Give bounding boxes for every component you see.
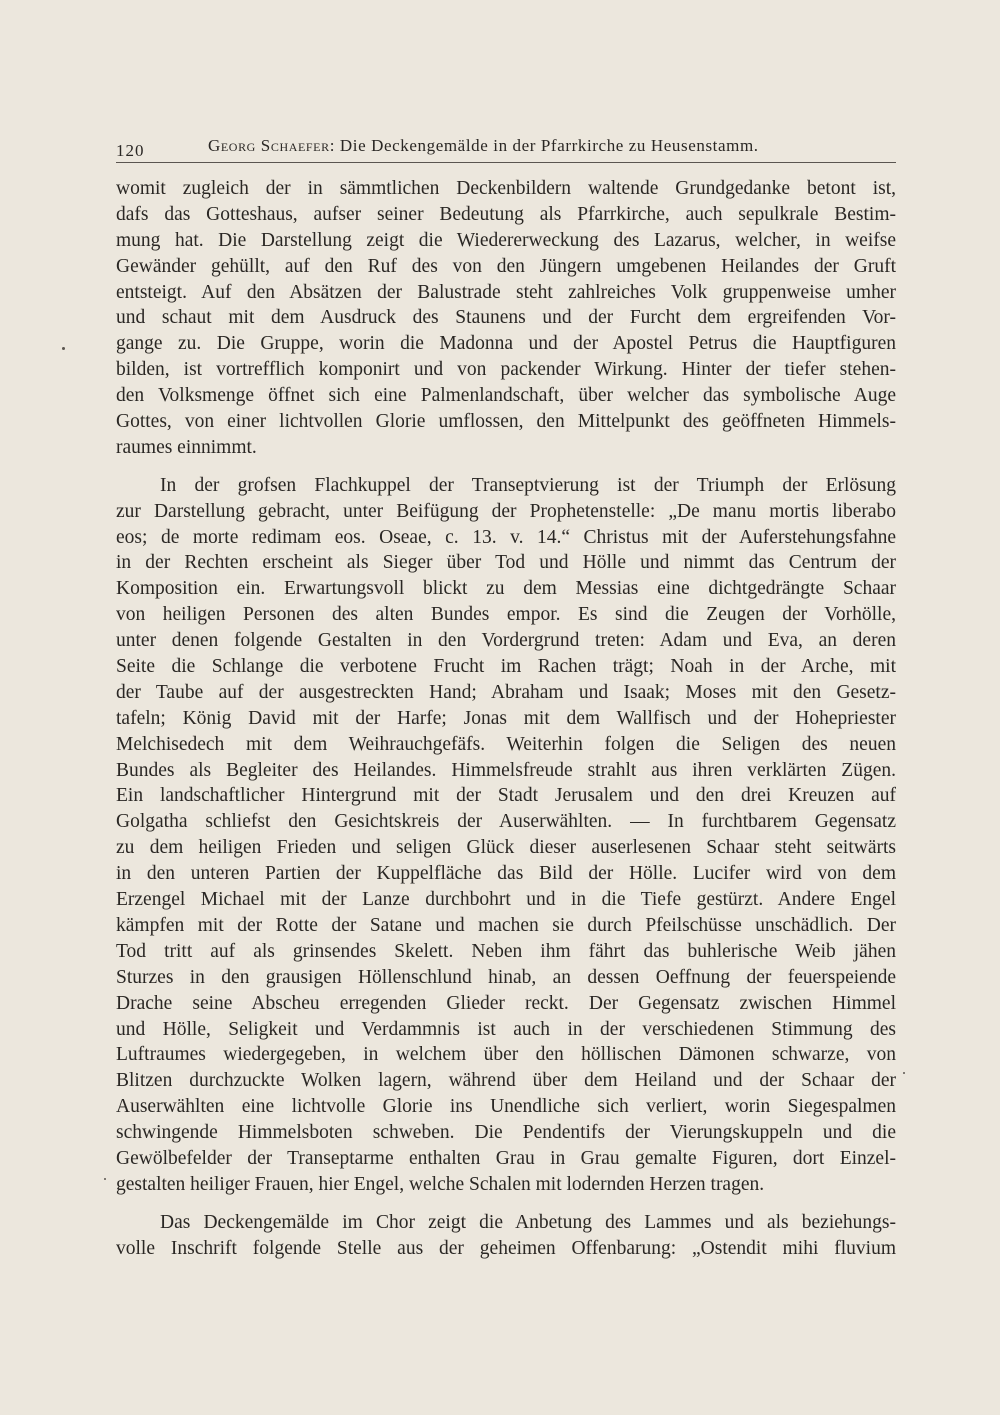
text-line: zur Darstellung gebracht, unter Beifügung der Prophetenstelle: „De manu mortis liberabo bbox=[116, 500, 896, 522]
paragraph bbox=[116, 176, 896, 461]
text-line: Blitzen durchzuckte Wolken lagern, während über dem Heiland und der Schaar der bbox=[116, 1070, 896, 1092]
text-line: Komposition ein. Erwartungsvoll blickt zu dem Messias eine dichtgedrängte Schaar bbox=[116, 578, 896, 600]
text-line: kämpfen mit der Rotte der Satane und machen sie durch Pfeilschüsse unschädlich. Der bbox=[116, 914, 896, 936]
text-line: von heiligen Personen des alten Bundes empor. Es sind die Zeugen der Vorhölle, bbox=[116, 604, 896, 626]
text-line: Gottes, von einer lichtvollen Glorie umflossen, den Mittelpunkt des geöffneten Himmels- bbox=[116, 411, 896, 433]
text-line: gange zu. Die Gruppe, worin die Madonna und der Apostel Petrus die Hauptfiguren bbox=[116, 333, 896, 355]
text-line: mung hat. Die Darstellung zeigt die Wiedererweckung des Lazarus, welcher, in weifse bbox=[116, 229, 896, 251]
text-line: tafeln; König David mit der Harfe; Jonas mit dem Wallfisch und der Hohepriester bbox=[116, 707, 896, 729]
text-line: schwingende Himmelsboten schweben. Die Pendentifs der Vierungskuppeln und die bbox=[116, 1122, 896, 1144]
text-line: Drache seine Abscheu erregenden Glieder reckt. Der Gegensatz zwischen Himmel bbox=[116, 992, 896, 1014]
text-line: volle Inschrift folgende Stelle aus der geheimen Offenbarung: „Ostendit mihi fluvium bbox=[116, 1237, 896, 1259]
text-line: und Hölle, Seligkeit und Verdammnis ist auch in der verschiedenen Stimmung des bbox=[116, 1018, 896, 1040]
header-title bbox=[208, 136, 759, 156]
text-line: dafs das Gotteshaus, aufser seiner Bedeutung als Pfarrkirche, auch sepulkrale Bestim- bbox=[116, 203, 896, 225]
text-line: unter denen folgende Gestalten in den Vordergrund treten: Adam und Eva, an deren bbox=[116, 630, 896, 652]
text-line: womit zugleich der in sämmtlichen Deckenbildern waltende Grundgedanke betont ist, bbox=[116, 178, 896, 199]
text-line: den Volksmenge öffnet sich eine Palmenlandschaft, über welcher das symbolische Auge bbox=[116, 385, 896, 407]
header-author: Georg Schaefer bbox=[208, 136, 330, 155]
text-line: Gewänder gehüllt, auf den Ruf des von den Jüngern umgebenen Heilandes der Gruft bbox=[116, 255, 896, 277]
text-line: Ein landschaftlicher Hintergrund mit der Stadt Jerusalem und den drei Kreuzen auf bbox=[116, 785, 896, 807]
paragraph bbox=[116, 1210, 896, 1262]
text-line: Das Deckengemälde im Chor zeigt die Anbetung des Lammes und als beziehungs- bbox=[160, 1211, 896, 1233]
text-line: und schaut mit dem Ausdruck des Staunens und der Furcht dem ergreifenden Vor- bbox=[116, 307, 896, 329]
text-line: In der grofsen Flachkuppel der Transeptvierung ist der Triumph der Erlösung bbox=[160, 474, 896, 496]
text-line: bilden, ist vortrefflich komponirt und von packender Wirkung. Hinter der tiefer stehen- bbox=[116, 359, 896, 381]
text-line: Auserwählten eine lichtvolle Glorie ins Unendliche sich verliert, worin Siegespalmen bbox=[116, 1096, 896, 1118]
body-text bbox=[116, 176, 896, 1262]
page-number: 120 bbox=[116, 141, 145, 160]
text-line: Erzengel Michael mit der Lanze durchbohrt und in die Tiefe gestürzt. Andere Engel bbox=[116, 889, 896, 911]
text-line: Melchisedech mit dem Weihrauchgefäfs. Weiterhin folgen die Seligen des neuen bbox=[116, 733, 896, 755]
text-line: eos; de morte redimam eos. Oseae, c. 13. v. 14.“ Christus mit der Auferstehungsfahne bbox=[116, 526, 896, 548]
text-line: Sturzes in den grausigen Höllenschlund hinab, an dessen Oeffnung der feuerspeiende bbox=[116, 966, 896, 988]
text-line: der Taube auf der ausgestreckten Hand; Abraham und Isaak; Moses mit den Gesetz- bbox=[116, 681, 896, 703]
print-speck bbox=[62, 347, 65, 350]
print-speck bbox=[104, 1178, 106, 1180]
text-line: entsteigt. Auf den Absätzen der Balustrade steht zahlreiches Volk gruppenweise umher bbox=[116, 281, 896, 303]
text-line: in den unteren Partien der Kuppelfläche das Bild der Hölle. Lucifer wird von dem bbox=[116, 863, 896, 885]
print-speck bbox=[903, 1072, 905, 1074]
text-line: Gewölbefelder der Transeptarme enthalten Grau in Grau gemalte Figuren, dort Einzel- bbox=[116, 1147, 896, 1169]
paragraph bbox=[116, 473, 896, 1198]
text-line: Bundes als Begleiter des Heilandes. Himmelsfreude strahlt aus ihren verklärten Zügen. bbox=[116, 759, 896, 781]
text-line: Seite die Schlange die verbotene Frucht im Rachen trägt; Noah in der Arche, mit bbox=[116, 656, 896, 678]
text-line: raumes einnimmt. bbox=[116, 436, 257, 458]
running-header bbox=[116, 132, 896, 163]
text-line: Tod tritt auf als grinsendes Skelett. Neben ihm fährt das buhlerische Weib jähen bbox=[116, 940, 896, 962]
text-line: gestalten heiliger Frauen, hier Engel, welche Schalen mit lodernden Herzen tragen. bbox=[116, 1173, 765, 1195]
text-line: zu dem heiligen Frieden und seligen Glück dieser auserlesenen Schaar steht seitwärts bbox=[116, 837, 896, 859]
header-book-title: : Die Deckengemälde in der Pfarrkirche zu Heusenstamm. bbox=[329, 136, 759, 155]
text-line: Golgatha schliefst den Gesichtskreis der Auserwählten. — In furchtbarem Gegensatz bbox=[116, 811, 896, 833]
text-line: in der Rechten erscheint als Sieger über Tod und Hölle und nimmt das Centrum der bbox=[116, 552, 896, 574]
paragraph-gap bbox=[116, 461, 896, 473]
paragraph-gap bbox=[116, 1198, 896, 1210]
text-line: Luftraumes wiedergegeben, in welchem über den höllischen Dämonen schwarze, von bbox=[116, 1044, 896, 1066]
